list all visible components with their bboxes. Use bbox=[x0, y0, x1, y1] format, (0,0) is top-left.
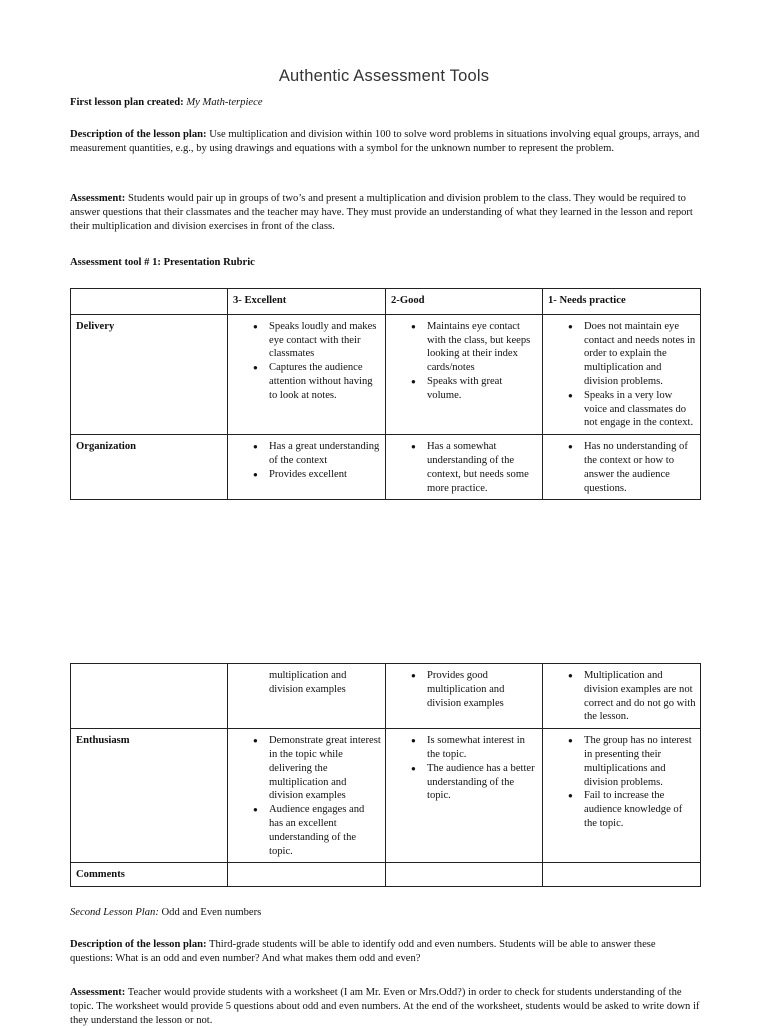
rubric-header-excellent: 3- Excellent bbox=[228, 289, 386, 315]
second-lesson-name: Odd and Even numbers bbox=[161, 907, 262, 918]
row-label-organization: Organization bbox=[71, 435, 228, 500]
description-text-1: Use multiplication and division within 100 to solve word problems in situations involving equal groups, arrays, and measurement quantities, e.g., by using drawings and equations with a symbol for the unknown number to represent the problem. bbox=[70, 129, 700, 154]
description-label-2: Description of the lesson plan: bbox=[70, 939, 207, 950]
assessment-text-1: Students would pair up in groups of two’s and present a multiplication and division problem to the class. They would be required to answer questions that their classmates and the teacher may have. They must provide an understanding of what they learned in the lesson and report their multiplication and division exercises in front of the class. bbox=[70, 193, 693, 232]
rubric-row-enthusiasm bbox=[71, 729, 701, 863]
description-paragraph-1 bbox=[70, 128, 700, 156]
assessment-label-2: Assessment: bbox=[70, 987, 126, 998]
assessment-tool-heading: Assessment tool # 1: Presentation Rubric bbox=[70, 257, 255, 268]
list-item: ● Multiplication and division examples are not correct and do not go with the lesson. bbox=[584, 669, 696, 724]
second-lesson-line bbox=[70, 906, 700, 920]
row-label-delivery: Delivery bbox=[71, 314, 228, 434]
list-item: ● Is somewhat interest in the topic. bbox=[427, 734, 538, 762]
continued-needs-cell bbox=[543, 664, 701, 729]
delivery-excellent-cell bbox=[228, 314, 386, 434]
list-item: ● Maintains eye contact with the class, but keeps looking at their index cards/notes bbox=[427, 320, 538, 375]
list-item: ● The audience has a better understanding of the topic. bbox=[427, 762, 538, 803]
rubric-header-blank bbox=[71, 289, 228, 315]
description-paragraph-2 bbox=[70, 938, 700, 966]
organization-good-cell bbox=[386, 435, 543, 500]
continued-text: multiplication and division examples bbox=[269, 670, 347, 695]
list-item: ● Provides excellent bbox=[269, 468, 381, 482]
rubric-table-part-1 bbox=[70, 288, 701, 500]
page-title: Authentic Assessment Tools bbox=[278, 67, 490, 85]
rubric-row-comments bbox=[71, 863, 701, 887]
rubric-table-part-2 bbox=[70, 663, 701, 887]
assessment-paragraph-1 bbox=[70, 192, 700, 234]
description-label-1: Description of the lesson plan: bbox=[70, 129, 207, 140]
row-label-enthusiasm: Enthusiasm bbox=[71, 729, 228, 863]
list-item: ● Provides good multiplication and division examples bbox=[427, 669, 538, 710]
rubric-row-organization bbox=[71, 435, 701, 500]
list-item: ● Has a great understanding of the context bbox=[269, 440, 381, 468]
continued-good-cell bbox=[386, 664, 543, 729]
list-item: ● Does not maintain eye contact and needs notes in order to explain the multiplication and division problems. bbox=[584, 320, 696, 389]
organization-excellent-cell bbox=[228, 435, 386, 500]
second-lesson-label: Second Lesson Plan: bbox=[70, 907, 159, 918]
rubric-header-row bbox=[71, 289, 701, 315]
rubric-header-good: 2-Good bbox=[386, 289, 543, 315]
list-item: ● Speaks loudly and makes eye contact with their classmates bbox=[269, 320, 381, 361]
continued-label-cell bbox=[71, 664, 228, 729]
list-item: ● Audience engages and has an excellent understanding of the topic. bbox=[269, 803, 381, 858]
list-item: ● Has no understanding of the context or how to answer the audience questions. bbox=[584, 440, 696, 495]
comments-needs-cell bbox=[543, 863, 701, 887]
list-item: ● Captures the audience attention without having to look at notes. bbox=[269, 361, 381, 402]
enthusiasm-good-cell bbox=[386, 729, 543, 863]
first-lesson-line bbox=[70, 96, 700, 110]
continued-excellent-cell bbox=[228, 664, 386, 729]
first-lesson-label: First lesson plan created: bbox=[70, 97, 184, 108]
rubric-header-needs-practice: 1- Needs practice bbox=[543, 289, 701, 315]
rubric-row-delivery bbox=[71, 314, 701, 434]
list-item: ● The group has no interest in presenting their multiplications and division problems. bbox=[584, 734, 696, 789]
description-text-2: Third-grade students will be able to identify odd and even numbers. Students will be able to answer these questions: What is an odd and even number? And what makes them odd and even? bbox=[70, 939, 656, 964]
list-item: ● Fail to increase the audience knowledge of the topic. bbox=[584, 789, 696, 830]
list-item: ● Speaks with great volume. bbox=[427, 375, 538, 403]
first-lesson-name: My Math-terpiece bbox=[186, 97, 263, 108]
list-item: ● Demonstrate great interest in the topic while delivering the multiplication and division examples bbox=[269, 734, 381, 803]
enthusiasm-needs-cell bbox=[543, 729, 701, 863]
list-item: ● Has a somewhat understanding of the context, but needs some more practice. bbox=[427, 440, 538, 495]
delivery-needs-cell bbox=[543, 314, 701, 434]
assessment-paragraph-2 bbox=[70, 986, 700, 1028]
assessment-text-2: Teacher would provide students with a worksheet (I am Mr. Even or Mrs.Odd?) in order to check for students understanding of the topic. The worksheet would provide 5 questions about odd and even numbers. At the end of the worksheet, students would be asked to write down if they understand the lesson or not. bbox=[70, 987, 700, 1026]
delivery-good-cell bbox=[386, 314, 543, 434]
comments-excellent-cell bbox=[228, 863, 386, 887]
list-item: ● Speaks in a very low voice and classmates do not engage in the context. bbox=[584, 389, 696, 430]
assessment-label-1: Assessment: bbox=[70, 193, 126, 204]
enthusiasm-excellent-cell bbox=[228, 729, 386, 863]
organization-needs-cell bbox=[543, 435, 701, 500]
row-label-comments: Comments bbox=[71, 863, 228, 887]
comments-good-cell bbox=[386, 863, 543, 887]
rubric-row-continued bbox=[71, 664, 701, 729]
